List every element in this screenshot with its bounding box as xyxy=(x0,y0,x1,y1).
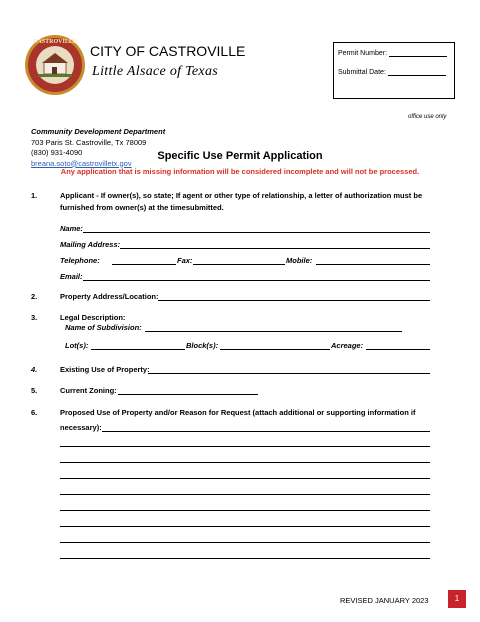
department-block xyxy=(31,127,165,169)
section-1-number: 1. xyxy=(31,191,38,200)
section-5-number: 5. xyxy=(31,386,38,395)
department-email-link[interactable]: breana.soto@castrovilletx.gov xyxy=(31,158,132,168)
office-use-box xyxy=(333,42,455,99)
submittal-date-label: Submittal Date: xyxy=(338,69,386,76)
current-zoning-field[interactable] xyxy=(118,394,258,395)
department-name: Community Development Department xyxy=(31,127,166,136)
section-6-number: 6. xyxy=(31,408,38,417)
acreage-field[interactable] xyxy=(366,349,430,350)
fax-label: Fax: xyxy=(177,256,193,265)
proposed-use-line[interactable] xyxy=(60,526,430,527)
city-seal-logo xyxy=(24,34,86,96)
existing-use-field[interactable] xyxy=(148,373,430,374)
property-address-field[interactable] xyxy=(158,300,430,301)
proposed-use-line[interactable] xyxy=(60,478,430,479)
block-label: Block(s): xyxy=(186,341,219,350)
page-number: 1 xyxy=(448,590,466,608)
mailing-address-field[interactable] xyxy=(120,248,430,249)
mobile-field[interactable] xyxy=(316,264,430,265)
permit-number-field[interactable] xyxy=(389,49,447,57)
proposed-use-line[interactable] xyxy=(60,494,430,495)
legal-description-label: Legal Description: xyxy=(60,313,126,322)
property-address-label: Property Address/Location: xyxy=(60,292,159,301)
lot-field[interactable] xyxy=(91,349,185,350)
fax-field[interactable] xyxy=(193,264,285,265)
current-zoning-label: Current Zoning: xyxy=(60,386,117,395)
submittal-date-field[interactable] xyxy=(388,68,446,76)
email-label: Email: xyxy=(60,272,83,281)
office-use-note: office use only xyxy=(408,114,447,120)
proposed-use-line[interactable] xyxy=(60,542,430,543)
mailing-address-label: Mailing Address: xyxy=(60,240,121,249)
section-2-number: 2. xyxy=(31,292,38,301)
subdivision-field[interactable] xyxy=(145,331,402,332)
section-3-number: 3. xyxy=(31,313,38,322)
seal-text: CASTROVILLE xyxy=(33,39,77,45)
proposed-use-line[interactable] xyxy=(60,462,430,463)
proposed-use-text-a: Proposed Use of Property and/or Reason for Request (attach additional or supporting information if xyxy=(60,408,416,417)
city-name: CITY OF CASTROVILLE xyxy=(90,43,246,59)
proposed-use-text-b: necessary): xyxy=(60,423,102,432)
name-label: Name: xyxy=(60,224,83,233)
lot-label: Lot(s): xyxy=(65,341,89,350)
city-tagline: Little Alsace of Texas xyxy=(92,64,218,79)
revision-date: REVISED JANUARY 2023 xyxy=(340,596,429,605)
proposed-use-line[interactable] xyxy=(60,510,430,511)
section-1-text-a: Applicant - If owner(s), so state; If agent or other type of relationship, a letter of authorization must be xyxy=(60,191,423,200)
section-4-number: 4. xyxy=(31,365,38,374)
telephone-field[interactable] xyxy=(112,264,176,265)
form-title: Specific Use Permit Application xyxy=(157,150,323,162)
proposed-use-line[interactable] xyxy=(60,558,430,559)
department-address: 703 Paris St. Castroville, Tx 78009 xyxy=(31,137,147,147)
email-field[interactable] xyxy=(83,280,430,281)
department-phone: (830) 931-4090 xyxy=(31,148,83,157)
proposed-use-line[interactable] xyxy=(60,446,430,447)
mobile-label: Mobile: xyxy=(286,256,313,265)
telephone-label: Telephone: xyxy=(60,256,100,265)
section-1-text-b: furnished from owner(s) at the timesubmitted. xyxy=(60,203,224,212)
proposed-use-field[interactable] xyxy=(102,431,430,432)
permit-number-label: Permit Number: xyxy=(338,50,388,57)
existing-use-label: Existing Use of Property: xyxy=(60,365,150,374)
acreage-label: Acreage: xyxy=(331,341,364,350)
block-field[interactable] xyxy=(220,349,330,350)
subdivision-label: Name of Subdivision: xyxy=(65,323,142,332)
name-field[interactable] xyxy=(83,232,430,233)
form-warning: Any application that is missing information will be considered incomplete and will not be processed. xyxy=(60,167,420,176)
